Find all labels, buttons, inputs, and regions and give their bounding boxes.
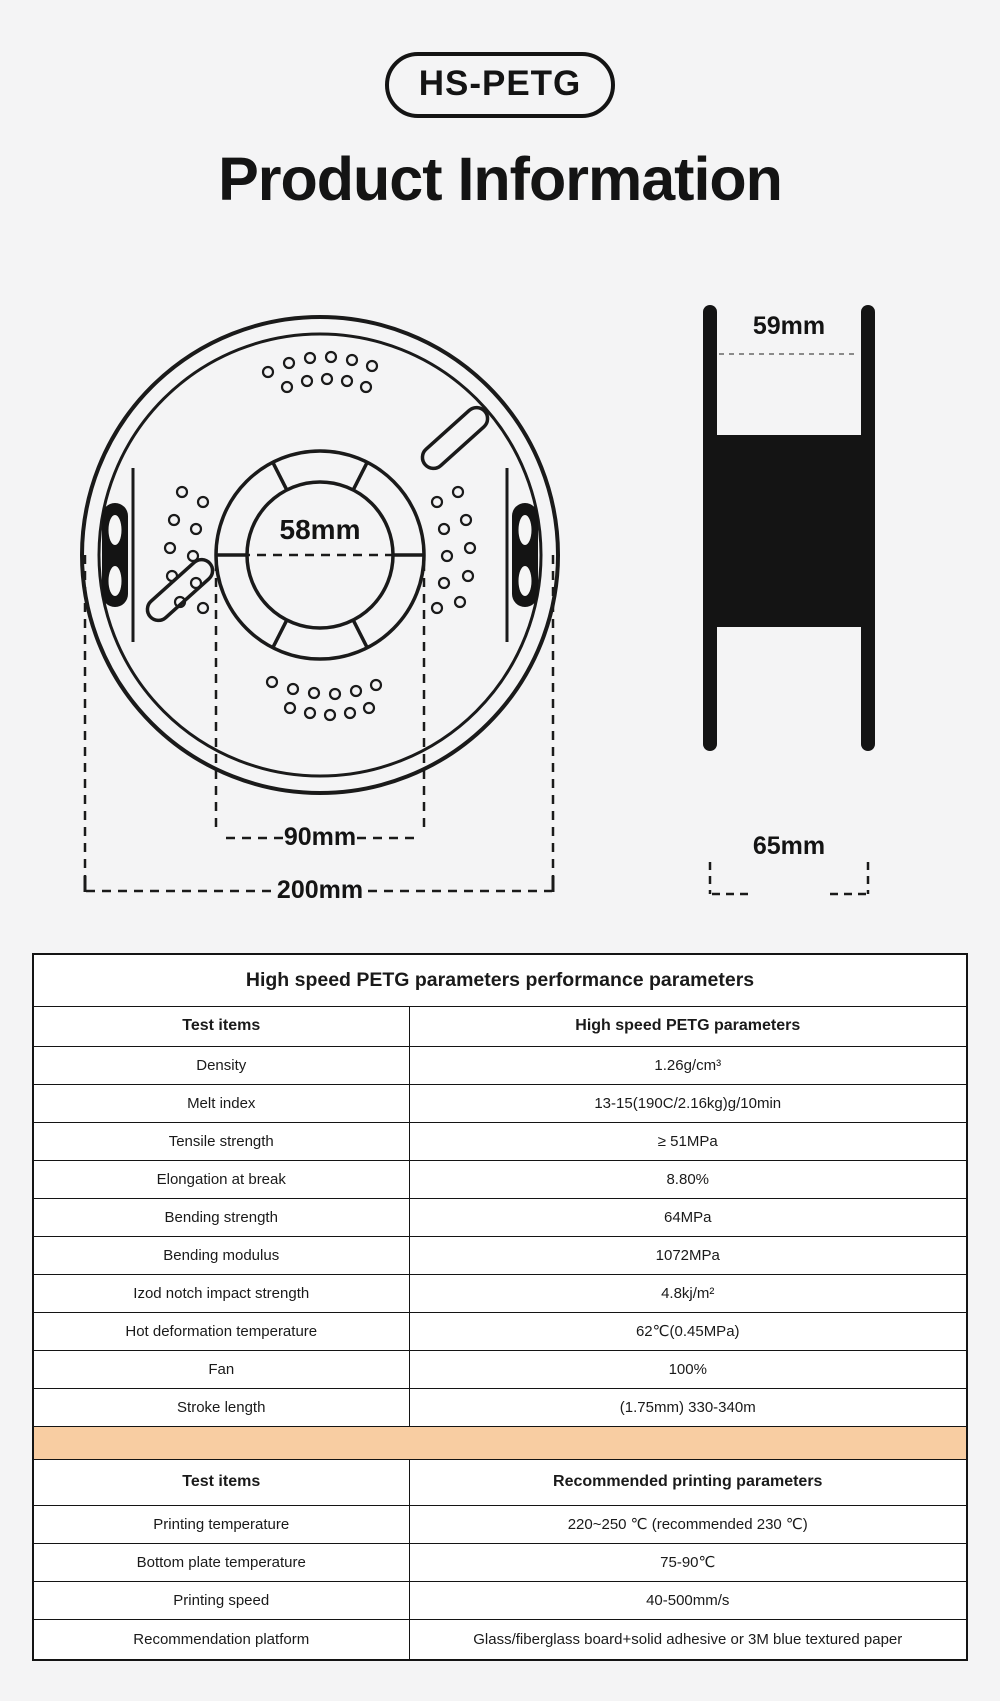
spool-front-view xyxy=(82,317,558,892)
dimension-label-side-inner: 59mm xyxy=(752,312,826,340)
dimension-label-inner-width: 90mm xyxy=(283,823,357,851)
spec-item-cell: Izod notch impact strength xyxy=(33,1274,409,1312)
spec-item-cell: Melt index xyxy=(33,1084,409,1122)
table-row xyxy=(33,1274,967,1312)
print-header-value: Recommended printing parameters xyxy=(409,1459,967,1505)
table-row xyxy=(33,1198,967,1236)
table-title-row xyxy=(33,954,967,1006)
spec-value-cell: 75-90℃ xyxy=(409,1543,967,1581)
printing-header-row xyxy=(33,1459,967,1505)
spec-value-cell: Glass/fiberglass board+solid adhesive or 3M blue textured paper xyxy=(409,1619,967,1660)
spec-item-cell: Hot deformation temperature xyxy=(33,1312,409,1350)
table-row xyxy=(33,1619,967,1660)
slot-lower-left xyxy=(143,555,217,625)
table-row xyxy=(33,1084,967,1122)
spec-value-cell: ≥ 51MPa xyxy=(409,1122,967,1160)
hole-cluster-bottom xyxy=(267,677,381,720)
spec-item-cell: Tensile strength xyxy=(33,1122,409,1160)
separator-row xyxy=(33,1426,967,1459)
page-title: Product Information xyxy=(218,145,782,213)
dim-90mm-guides xyxy=(216,562,424,838)
spec-value-cell: 4.8kj/m² xyxy=(409,1274,967,1312)
product-badge-label: HS-PETG xyxy=(418,64,582,103)
spec-item-cell: Printing speed xyxy=(33,1581,409,1619)
hole-cluster-right xyxy=(432,487,475,613)
table-row xyxy=(33,1160,967,1198)
spec-value-cell: 100% xyxy=(409,1350,967,1388)
table-row xyxy=(33,1581,967,1619)
hole-cluster-top xyxy=(263,352,377,392)
product-badge xyxy=(385,52,616,118)
spool-inner-rim xyxy=(99,334,541,776)
spec-item-cell: Stroke length xyxy=(33,1388,409,1426)
spool-dimension-diagram xyxy=(0,270,1000,910)
spec-value-cell: 1.26g/cm³ xyxy=(409,1046,967,1084)
spec-value-cell: 62℃(0.45MPa) xyxy=(409,1312,967,1350)
slot-upper-right xyxy=(418,403,492,473)
spec-value-cell: (1.75mm) 330-340m xyxy=(409,1388,967,1426)
spec-item-cell: Bending strength xyxy=(33,1198,409,1236)
mounting-capsule-right xyxy=(512,503,538,607)
perf-header-value: High speed PETG parameters xyxy=(409,1006,967,1046)
table-row xyxy=(33,1350,967,1388)
table-title: High speed PETG parameters performance parameters xyxy=(33,954,967,1006)
dimension-label-side-outer: 65mm xyxy=(752,832,826,860)
print-header-item: Test items xyxy=(33,1459,409,1505)
hole-cluster-left xyxy=(165,487,208,613)
table-row xyxy=(33,1236,967,1274)
spool-side-view xyxy=(703,305,875,894)
spec-item-cell: Fan xyxy=(33,1350,409,1388)
performance-header-row xyxy=(33,1006,967,1046)
spec-value-cell: 220~250 ℃ (recommended 230 ℃) xyxy=(409,1505,967,1543)
spec-value-cell: 8.80% xyxy=(409,1160,967,1198)
separator-band xyxy=(33,1426,967,1459)
spec-item-cell: Bottom plate temperature xyxy=(33,1543,409,1581)
spool-line-art xyxy=(0,270,1000,910)
perf-header-item: Test items xyxy=(33,1006,409,1046)
spec-item-cell: Density xyxy=(33,1046,409,1084)
dim-65mm-guides xyxy=(710,862,868,894)
spec-table xyxy=(32,953,968,1661)
filament-block xyxy=(710,435,868,627)
spec-value-cell: 40-500mm/s xyxy=(409,1581,967,1619)
dimension-label-hub: 58mm xyxy=(279,514,361,545)
table-row xyxy=(33,1122,967,1160)
spec-item-cell: Recommendation platform xyxy=(33,1619,409,1660)
spec-value-cell: 13-15(190C/2.16kg)g/10min xyxy=(409,1084,967,1122)
spec-item-cell: Bending modulus xyxy=(33,1236,409,1274)
table-row xyxy=(33,1543,967,1581)
table-row xyxy=(33,1505,967,1543)
dimension-label-outer-diameter: 200mm xyxy=(276,876,364,904)
table-row xyxy=(33,1046,967,1084)
spec-value-cell: 64MPa xyxy=(409,1198,967,1236)
spec-value-cell: 1072MPa xyxy=(409,1236,967,1274)
table-row xyxy=(33,1388,967,1426)
mounting-capsule-left xyxy=(102,503,128,607)
spec-item-cell: Printing temperature xyxy=(33,1505,409,1543)
table-row xyxy=(33,1312,967,1350)
spool-outer-rim xyxy=(82,317,558,793)
spec-item-cell: Elongation at break xyxy=(33,1160,409,1198)
